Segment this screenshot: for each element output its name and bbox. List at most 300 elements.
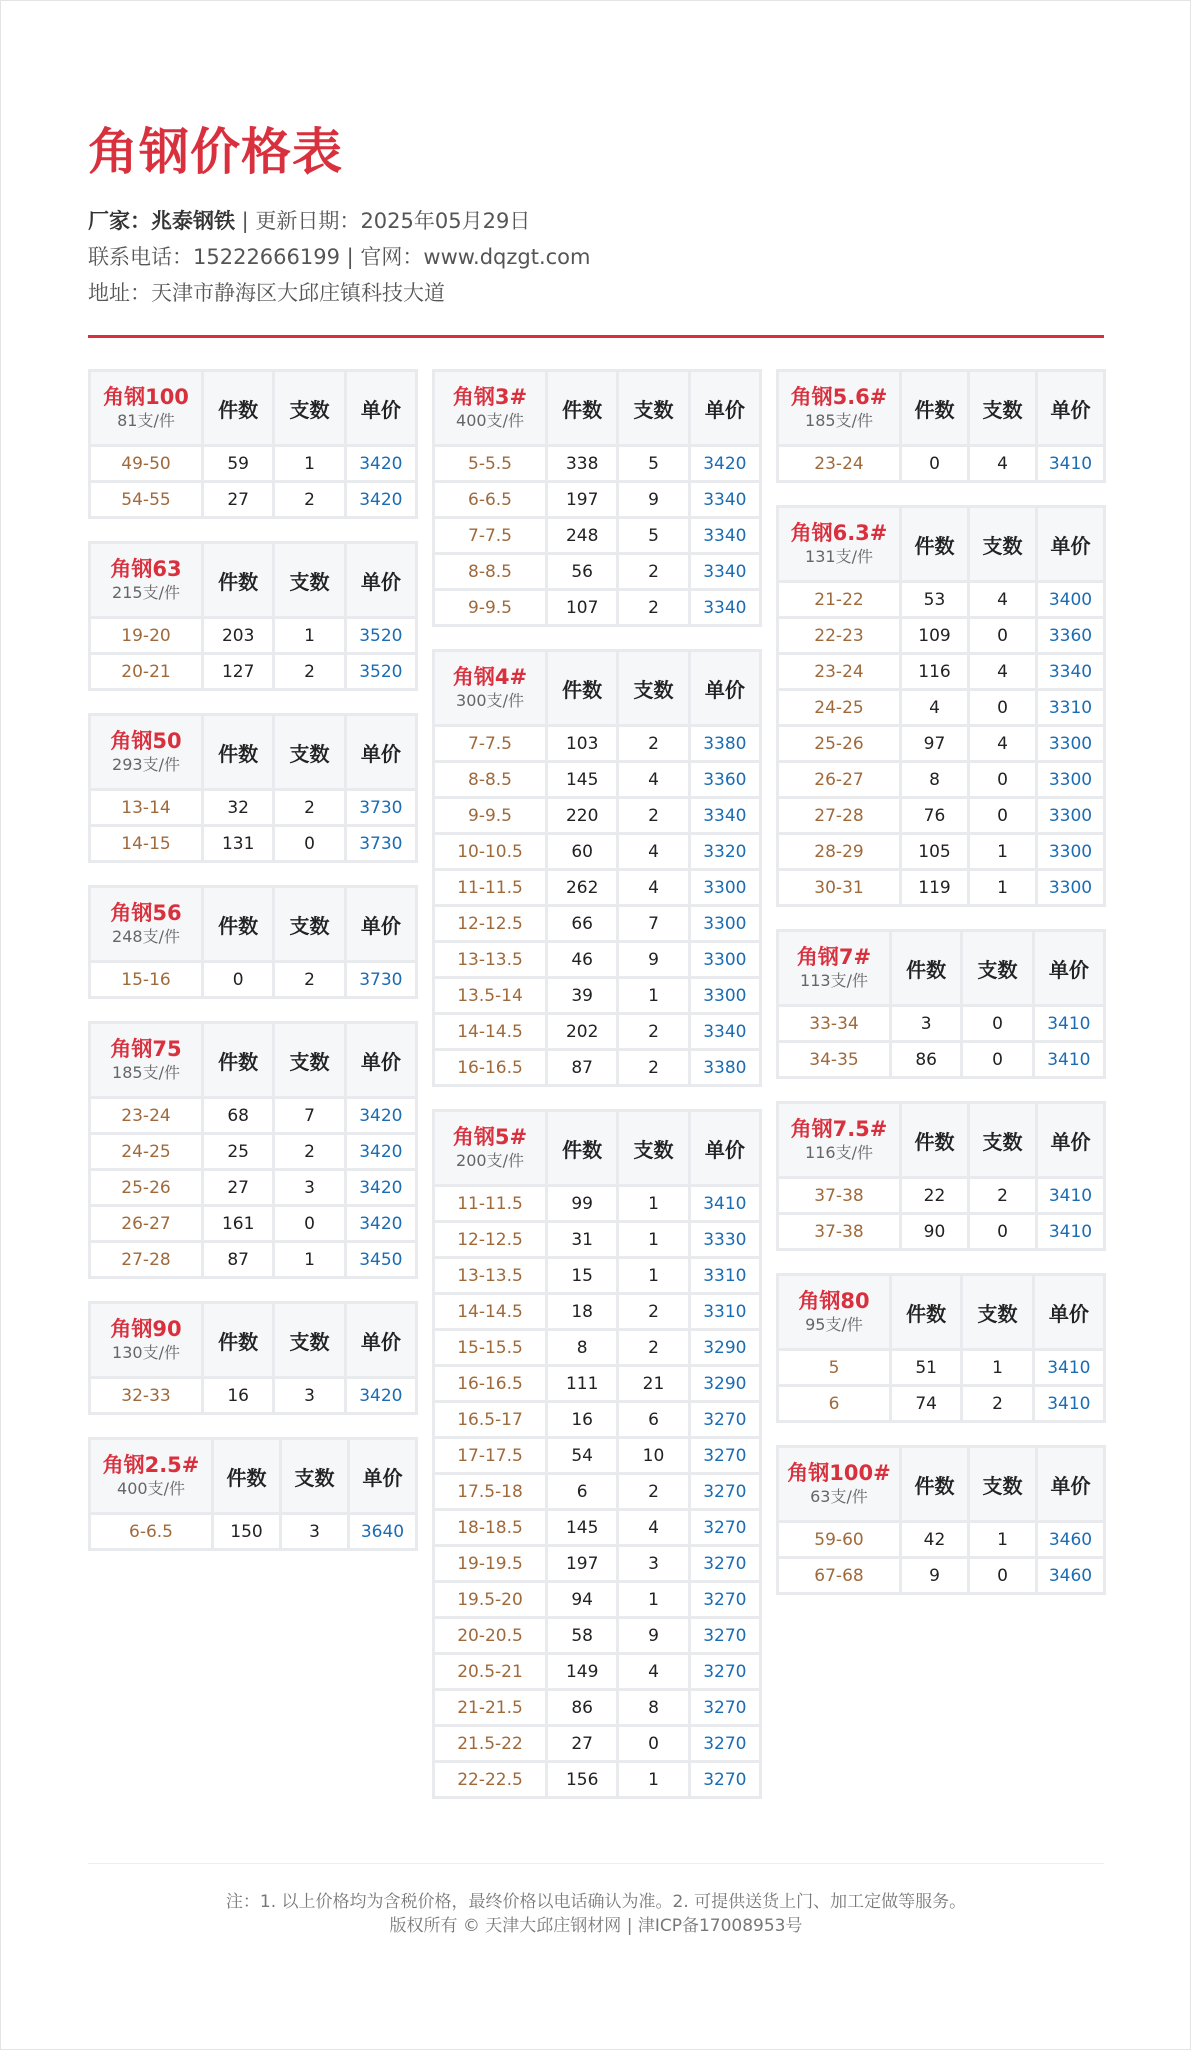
spec-cell: 27-28 [91,1243,201,1276]
table-row [435,979,759,1012]
sticks-cell: 7 [275,1099,343,1132]
material-header [91,888,201,960]
sticks-cell: 6 [619,1403,687,1436]
pieces-header: 件数 [892,1276,960,1348]
spec-cell: 16-16.5 [435,1367,545,1400]
table-row [779,1351,1103,1384]
price-cell: 3300 [691,943,759,976]
price-cell: 3420 [347,1135,415,1168]
spec-cell: 27-28 [779,799,899,832]
pieces-header: 件数 [204,888,272,960]
pieces-cell: 87 [204,1243,272,1276]
material-name: 角钢6.3# [790,521,888,545]
spec-cell: 25-26 [779,727,899,760]
spec-cell: 7-7.5 [435,727,545,760]
price-header: 单价 [1035,1276,1103,1348]
pieces-cell: 0 [204,963,272,996]
price-header: 单价 [691,372,759,444]
sticks-cell: 5 [619,519,687,552]
table-row [435,727,759,760]
pieces-cell: 42 [902,1523,967,1556]
material-header [779,1276,889,1348]
spec-cell: 26-27 [779,763,899,796]
pieces-cell: 116 [902,655,967,688]
price-cell: 3270 [691,1511,759,1544]
price-cell: 3640 [350,1515,415,1548]
sticks-cell: 1 [619,1259,687,1292]
price-cell: 3410 [1035,1043,1103,1076]
price-header: 单价 [350,1440,415,1512]
pieces-cell: 150 [214,1515,279,1548]
price-header: 单价 [347,716,415,788]
table-row [435,763,759,796]
table-row [779,1387,1103,1420]
sticks-cell: 7 [619,907,687,940]
material-name: 角钢80 [798,1289,870,1313]
pieces-cell: 90 [902,1215,967,1248]
maker-line [88,203,1104,239]
spec-cell: 23-24 [91,1099,201,1132]
pieces-cell: 27 [548,1727,616,1760]
pieces-header: 件数 [902,1104,967,1176]
pieces-cell: 53 [902,583,967,616]
pieces-header: 件数 [204,372,272,444]
pieces-header: 件数 [902,1448,967,1520]
price-cell: 3410 [1035,1387,1103,1420]
pieces-cell: 74 [892,1387,960,1420]
price-header: 单价 [691,1112,759,1184]
phone-label: 联系电话： [88,245,193,269]
price-table [88,541,418,691]
table-row [779,1007,1103,1040]
pieces-cell: 31 [548,1223,616,1256]
contact-line [88,239,1104,275]
sticks-cell: 2 [970,1179,1035,1212]
table-row [91,963,415,996]
spec-cell: 21-22 [779,583,899,616]
price-cell: 3420 [347,447,415,480]
material-name: 角钢7# [796,945,872,969]
price-cell: 3310 [691,1259,759,1292]
price-cell: 3270 [691,1403,759,1436]
sticks-header: 支数 [275,888,343,960]
price-cell: 3520 [347,655,415,688]
pieces-cell: 25 [204,1135,272,1168]
pieces-header: 件数 [214,1440,279,1512]
pieces-header: 件数 [902,372,967,444]
price-cell: 3310 [691,1295,759,1328]
price-cell: 3270 [691,1439,759,1472]
table-header-row [779,1276,1103,1348]
table-row [435,1259,759,1292]
pieces-cell: 127 [204,655,272,688]
pieces-per-bundle: 300支/件 [456,691,524,710]
sticks-cell: 2 [619,1295,687,1328]
price-cell: 3730 [347,827,415,860]
price-table [88,885,418,999]
spec-cell: 67-68 [779,1559,899,1592]
table-row [435,447,759,480]
table-header-row [91,888,415,960]
sticks-cell: 2 [275,655,343,688]
table-row [435,907,759,940]
table-row [435,1583,759,1616]
sticks-cell: 2 [619,727,687,760]
pieces-cell: 111 [548,1367,616,1400]
spec-cell: 5-5.5 [435,447,545,480]
table-row [779,871,1103,904]
spec-cell: 30-31 [779,871,899,904]
table-row [779,1215,1103,1248]
price-cell: 3300 [691,979,759,1012]
footer-copyright: 版权所有 © 天津大邱庄钢材网 | 津ICP备17008953号 [389,1916,803,1936]
material-name: 角钢63 [110,557,182,581]
table-row [91,447,415,480]
spec-cell: 13.5-14 [435,979,545,1012]
pieces-cell: 119 [902,871,967,904]
material-header [91,372,201,444]
spec-cell: 13-13.5 [435,1259,545,1292]
sticks-cell: 1 [970,1523,1035,1556]
price-cell: 3420 [691,447,759,480]
pieces-cell: 248 [548,519,616,552]
sticks-cell: 0 [970,1215,1035,1248]
pieces-cell: 99 [548,1187,616,1220]
price-header: 单价 [347,888,415,960]
sticks-cell: 10 [619,1439,687,1472]
table-row [779,447,1103,480]
table-row [435,1547,759,1580]
pieces-cell: 97 [902,727,967,760]
table-header-row [779,1448,1103,1520]
price-cell: 3380 [691,727,759,760]
table-row [435,943,759,976]
price-cell: 3270 [691,1763,759,1796]
sticks-cell: 2 [619,1331,687,1364]
table-row [435,1187,759,1220]
price-cell: 3410 [691,1187,759,1220]
table-row [779,655,1103,688]
spec-cell: 15-15.5 [435,1331,545,1364]
table-row [435,1367,759,1400]
pieces-cell: 76 [902,799,967,832]
page-title: 角钢价格表 [88,123,343,181]
sticks-cell: 1 [275,447,343,480]
price-header: 单价 [347,1024,415,1096]
sticks-cell: 3 [619,1547,687,1580]
sticks-cell: 9 [619,1619,687,1652]
spec-cell: 32-33 [91,1379,201,1412]
sticks-cell: 0 [970,619,1035,652]
pieces-cell: 8 [548,1331,616,1364]
material-header [779,1104,899,1176]
sticks-cell: 4 [970,447,1035,480]
price-cell: 3460 [1038,1523,1103,1556]
price-cell: 3410 [1038,1215,1103,1248]
pieces-cell: 15 [548,1259,616,1292]
price-cell: 3340 [691,591,759,624]
pieces-per-bundle: 400支/件 [117,1479,185,1498]
price-cell: 3290 [691,1367,759,1400]
spec-cell: 7-7.5 [435,519,545,552]
sticks-header: 支数 [619,372,687,444]
sticks-cell: 4 [619,1511,687,1544]
table-header-row [91,1024,415,1096]
footer-text [88,1890,1104,1938]
table-row [435,1475,759,1508]
pieces-per-bundle: 293支/件 [112,755,180,774]
price-header: 单价 [1038,372,1103,444]
spec-cell: 6 [779,1387,889,1420]
pieces-cell: 51 [892,1351,960,1384]
price-cell: 3300 [1038,763,1103,796]
spec-cell: 15-16 [91,963,201,996]
pieces-cell: 60 [548,835,616,868]
price-header: 单价 [347,1304,415,1376]
material-name: 角钢4# [452,665,528,689]
website-link[interactable]: www.dqzgt.com [423,245,591,269]
sticks-cell: 1 [619,1187,687,1220]
pieces-cell: 58 [548,1619,616,1652]
table-row [779,1559,1103,1592]
pieces-cell: 16 [548,1403,616,1436]
price-cell: 3340 [691,799,759,832]
price-header: 单价 [1038,1448,1103,1520]
pieces-per-bundle: 116支/件 [805,1143,873,1162]
sticks-header: 支数 [275,1024,343,1096]
pieces-per-bundle: 130支/件 [112,1343,180,1362]
table-row [91,1379,415,1412]
material-name: 角钢90 [110,1317,182,1341]
sticks-header: 支数 [275,1304,343,1376]
pieces-cell: 338 [548,447,616,480]
pieces-cell: 32 [204,791,272,824]
table-header-row [779,1104,1103,1176]
sticks-cell: 3 [275,1171,343,1204]
table-row [779,799,1103,832]
sticks-header: 支数 [970,1104,1035,1176]
sticks-cell: 1 [619,1223,687,1256]
sticks-cell: 0 [963,1007,1031,1040]
pieces-per-bundle: 200支/件 [456,1151,524,1170]
pieces-per-bundle: 185支/件 [805,411,873,430]
table-header-row [91,372,415,444]
price-cell: 3520 [347,619,415,652]
table-row [91,791,415,824]
price-cell: 3450 [347,1243,415,1276]
pieces-per-bundle: 95支/件 [805,1315,863,1334]
pieces-per-bundle: 131支/件 [805,547,873,566]
table-row [91,619,415,652]
sticks-header: 支数 [275,716,343,788]
spec-cell: 9-9.5 [435,591,545,624]
sticks-cell: 1 [619,979,687,1012]
table-header-row [779,372,1103,444]
price-header: 单价 [691,652,759,724]
spec-cell: 21-21.5 [435,1691,545,1724]
price-table [88,1437,418,1551]
table-header-row [779,932,1103,1004]
material-name: 角钢5.6# [790,385,888,409]
price-table [88,1021,418,1279]
sticks-cell: 0 [275,1207,343,1240]
spec-cell: 33-34 [779,1007,889,1040]
spec-cell: 24-25 [779,691,899,724]
material-name: 角钢100 [103,385,189,409]
spec-cell: 5 [779,1351,889,1384]
spec-cell: 14-15 [91,827,201,860]
pieces-cell: 94 [548,1583,616,1616]
spec-cell: 21.5-22 [435,1727,545,1760]
spec-cell: 26-27 [91,1207,201,1240]
price-cell: 3410 [1035,1007,1103,1040]
sticks-cell: 0 [970,799,1035,832]
sticks-cell: 0 [275,827,343,860]
sticks-cell: 0 [963,1043,1031,1076]
pieces-cell: 4 [902,691,967,724]
pieces-cell: 18 [548,1295,616,1328]
material-header [91,1440,211,1512]
pieces-cell: 197 [548,1547,616,1580]
material-header [435,372,545,444]
table-row [779,583,1103,616]
table-row [435,1511,759,1544]
sticks-cell: 4 [619,871,687,904]
price-header: 单价 [347,372,415,444]
spec-cell: 14-14.5 [435,1295,545,1328]
price-cell: 3310 [1038,691,1103,724]
sticks-cell: 2 [619,591,687,624]
price-cell: 3320 [691,835,759,868]
spec-cell: 20-21 [91,655,201,688]
price-cell: 3420 [347,1099,415,1132]
pieces-cell: 66 [548,907,616,940]
price-table [432,1109,762,1799]
spec-cell: 8-8.5 [435,763,545,796]
spec-cell: 59-60 [779,1523,899,1556]
sticks-cell: 1 [619,1763,687,1796]
sticks-cell: 2 [275,791,343,824]
pieces-cell: 107 [548,591,616,624]
pieces-header: 件数 [902,508,967,580]
price-cell: 3270 [691,1655,759,1688]
sticks-header: 支数 [275,372,343,444]
table-row [435,1051,759,1084]
spec-cell: 17-17.5 [435,1439,545,1472]
sticks-cell: 0 [619,1727,687,1760]
price-cell: 3300 [1038,799,1103,832]
table-row [435,1439,759,1472]
material-header [91,544,201,616]
pieces-cell: 8 [902,763,967,796]
sticks-header: 支数 [275,544,343,616]
pieces-cell: 6 [548,1475,616,1508]
table-row [435,1619,759,1652]
price-cell: 3730 [347,791,415,824]
pieces-cell: 9 [902,1559,967,1592]
table-row [435,483,759,516]
spec-cell: 23-24 [779,655,899,688]
page-footer [88,1863,1104,1938]
sticks-cell: 5 [619,447,687,480]
pieces-cell: 145 [548,1511,616,1544]
pieces-cell: 54 [548,1439,616,1472]
address-label: 地址： [88,281,151,305]
price-table [88,1301,418,1415]
pieces-cell: 149 [548,1655,616,1688]
material-header [779,508,899,580]
sticks-header: 支数 [963,932,1031,1004]
pieces-cell: 39 [548,979,616,1012]
table-row [435,835,759,868]
material-name: 角钢5# [452,1125,528,1149]
material-header [435,652,545,724]
price-cell: 3300 [1038,835,1103,868]
table-header-row [91,544,415,616]
table-row [779,1179,1103,1212]
price-cell: 3270 [691,1583,759,1616]
table-header-row [435,372,759,444]
price-column-1 [88,369,418,1573]
pieces-cell: 22 [902,1179,967,1212]
sticks-cell: 1 [275,619,343,652]
table-header-row [91,716,415,788]
spec-cell: 6-6.5 [435,483,545,516]
table-row [435,1727,759,1760]
pieces-cell: 86 [548,1691,616,1724]
table-row [91,1135,415,1168]
price-cell: 3360 [691,763,759,796]
spec-cell: 12-12.5 [435,907,545,940]
sticks-cell: 1 [970,871,1035,904]
price-cell: 3270 [691,1547,759,1580]
table-row [91,1515,415,1548]
price-cell: 3330 [691,1223,759,1256]
sticks-cell: 1 [619,1583,687,1616]
spec-cell: 23-24 [779,447,899,480]
table-row [435,1691,759,1724]
table-row [91,655,415,688]
pieces-cell: 220 [548,799,616,832]
maker-label: 厂家： [88,209,151,233]
material-name: 角钢2.5# [102,1453,200,1477]
spec-cell: 37-38 [779,1179,899,1212]
sticks-header: 支数 [970,508,1035,580]
price-cell: 3300 [691,907,759,940]
sticks-cell: 4 [970,727,1035,760]
table-row [91,1171,415,1204]
pieces-cell: 103 [548,727,616,760]
pieces-cell: 109 [902,619,967,652]
sticks-header: 支数 [619,652,687,724]
price-cell: 3270 [691,1691,759,1724]
price-table [776,929,1106,1079]
spec-cell: 17.5-18 [435,1475,545,1508]
pieces-header: 件数 [204,544,272,616]
sticks-cell: 0 [970,691,1035,724]
table-header-row [91,1304,415,1376]
spec-cell: 14-14.5 [435,1015,545,1048]
price-cell: 3340 [691,555,759,588]
price-table [776,505,1106,907]
material-name: 角钢3# [452,385,528,409]
pieces-cell: 86 [892,1043,960,1076]
price-table [432,369,762,627]
spec-cell: 20.5-21 [435,1655,545,1688]
spec-cell: 37-38 [779,1215,899,1248]
table-header-row [779,508,1103,580]
sticks-cell: 0 [970,763,1035,796]
